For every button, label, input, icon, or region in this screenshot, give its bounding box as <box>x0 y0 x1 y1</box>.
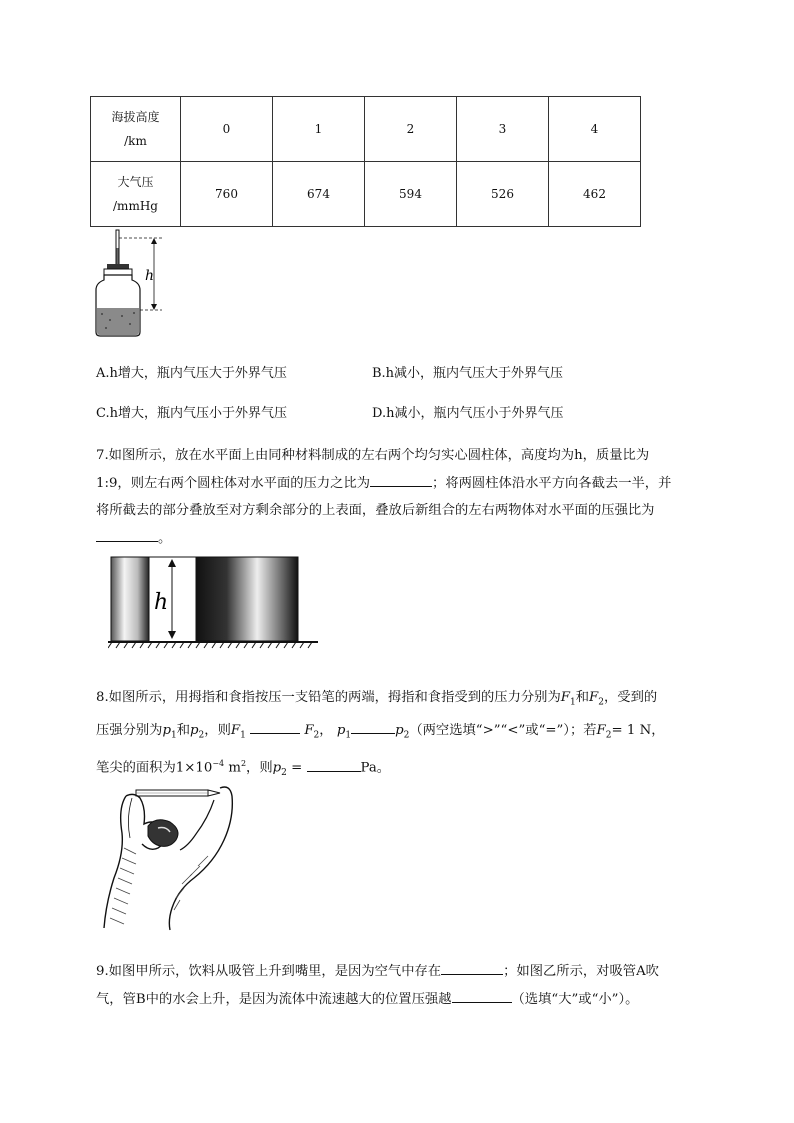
table-header-cell: 海拔高度 /km <box>91 97 181 162</box>
question-7: 7.如图所示，放在水平面上由同种材料制成的左右两个均匀实心圆柱体，高度均为h，质量比为 1:9，则左右两个圆柱体对水平面的压力之比为 ；将两圆柱体沿水平方向各截去一半，并 将所截去的部分叠放至对方剩余部分的上表面，叠放后新组合的左右两物体对水平面的压强比为 。 <box>96 448 672 546</box>
option-c: C.h增大，瓶内气压小于外界气压 <box>96 406 287 421</box>
table-cell: 3 <box>457 97 549 162</box>
table-row <box>91 97 641 162</box>
cylinders-figure <box>108 552 320 652</box>
answer-blank <box>96 527 158 542</box>
option-b: B.h减小，瓶内气压大于外界气压 <box>372 366 564 381</box>
table-cell: 526 <box>457 162 549 227</box>
table-row <box>91 162 641 227</box>
answer-blank <box>351 719 395 734</box>
answer-blank <box>250 719 300 734</box>
table-cell: 0 <box>181 97 273 162</box>
bottle-barometer-figure <box>92 228 172 340</box>
altitude-pressure-table <box>90 96 641 227</box>
table-cell: 4 <box>549 97 641 162</box>
answer-blank <box>370 472 432 487</box>
question-8: 8.如图所示，用拇指和食指按压一支铅笔的两端，拇指和食指受到的压力分别为$F_1$和$F_2$，受到的 压强分别为$p_1$和$p_2$，则$F_1$ $F_2$， $p_1$ $p_2$（两空选填“>”“<”或“=”）；若$F_2= 1$ N， 笔尖的面积为$1\times 10^{-4}$ $m^2$，则$p_2 = Pa$。 <box>96 690 665 779</box>
question-9: 9.如图甲所示，饮料从吸管上升到嘴里，是因为空气中存在 ；如图乙所示，对吸管A吹 气，管B中的水会上升，是因为流体中流速越大的位置压强越 （选填“大”或“小”）。 <box>96 958 706 1013</box>
table-cell: 1 <box>273 97 365 162</box>
answer-blank <box>452 988 512 1003</box>
table-cell: 594 <box>365 162 457 227</box>
table-cell: 760 <box>181 162 273 227</box>
height-label: h <box>154 590 169 615</box>
answer-blank <box>307 757 361 772</box>
hand-pencil-figure <box>96 778 236 934</box>
table-header-cell: 大气压 /mmHg <box>91 162 181 227</box>
answer-blank <box>441 960 503 975</box>
option-d: D.h减小，瓶内气压小于外界气压 <box>372 406 564 421</box>
table-cell: 2 <box>365 97 457 162</box>
table-cell: 462 <box>549 162 641 227</box>
table-cell: 674 <box>273 162 365 227</box>
option-a: A.h增大，瓶内气压大于外界气压 <box>96 366 287 381</box>
height-label: h <box>145 268 155 284</box>
